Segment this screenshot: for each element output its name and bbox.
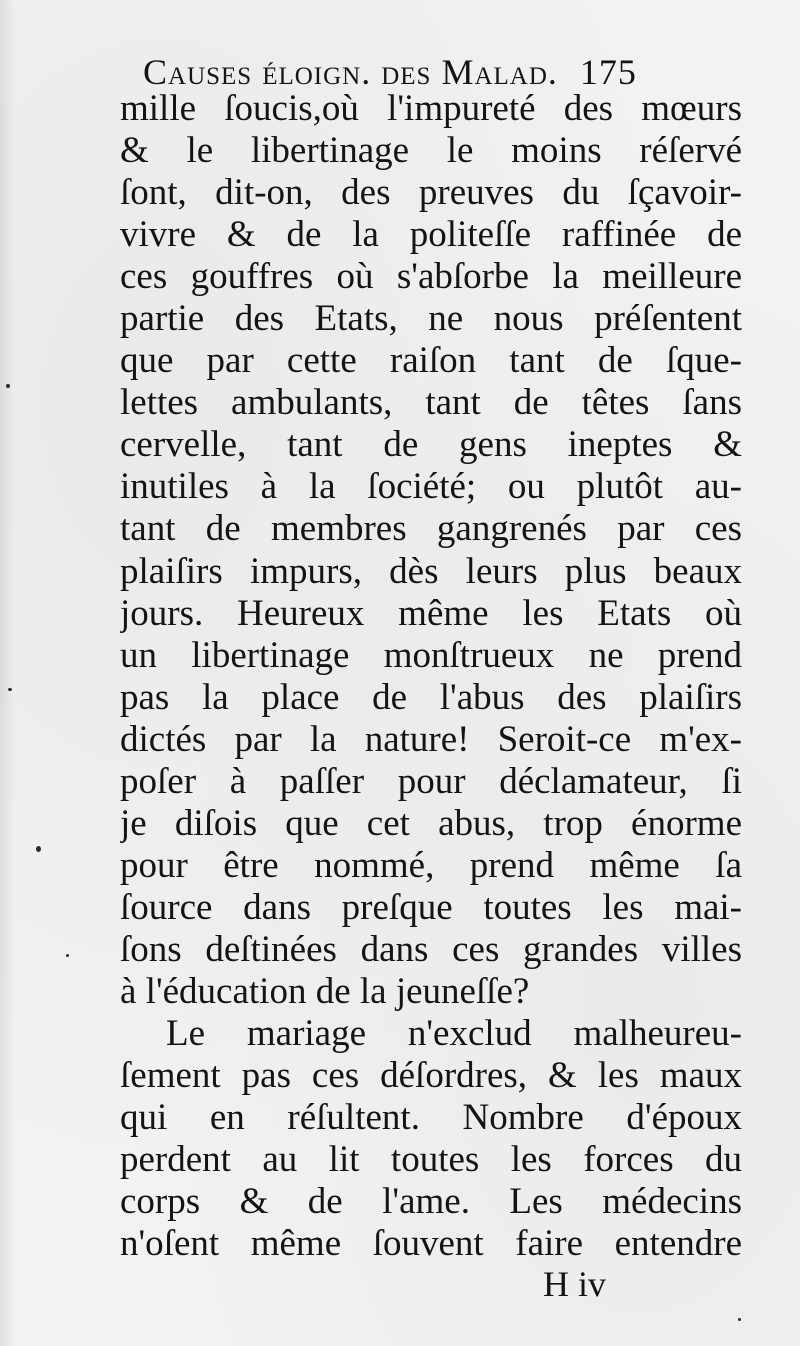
running-title: Causes éloign. des Malad.: [143, 52, 558, 92]
body-text: [120, 88, 742, 1265]
text-line: & le libertinage le moins réſervé: [120, 130, 742, 172]
text-line: ſont, dit-on, des preuves du ſçavoir-: [120, 172, 742, 214]
text-line: ſement pas ces déſordres, & les maux: [120, 1055, 742, 1097]
text-line: Le mariage n'exclud malheureu-: [166, 1013, 742, 1055]
text-line: à l'éducation de la jeuneſſe?: [120, 970, 530, 1012]
text-line: pas la place de l'abus des plaiſirs: [120, 676, 742, 718]
paper-speck: [738, 1318, 741, 1321]
paper-speck: [36, 846, 41, 852]
text-line: lettes ambulants, tant de têtes ſans: [120, 382, 742, 424]
signature-mark: H iv: [543, 1264, 606, 1304]
paper-speck: [8, 688, 12, 691]
text-line: tant de membres gangrenés par ces: [120, 508, 742, 550]
paper-speck: [66, 954, 69, 957]
text-line: corps & de l'ame. Les médecins: [120, 1181, 742, 1223]
text-line: qui en réſultent. Nombre d'époux: [120, 1097, 742, 1139]
text-line: plaiſirs impurs, dès leurs plus beaux: [120, 550, 742, 592]
text-line: poſer à paſſer pour déclamateur, ſi: [120, 760, 742, 802]
text-line: partie des Etats, ne nous préſentent: [120, 298, 742, 340]
text-line: ſource dans preſque toutes les mai-: [120, 886, 742, 928]
text-line: je diſois que cet abus, trop énorme: [120, 802, 742, 844]
text-line: un libertinage monſtrueux ne prend: [120, 634, 742, 676]
text-line: cervelle, tant de gens ineptes &: [120, 424, 742, 466]
paper-speck: [6, 384, 10, 388]
text-line: que par cette raiſon tant de ſque-: [120, 340, 742, 382]
text-line: mille ſoucis,où l'impureté des mœurs: [120, 88, 742, 129]
text-line: perdent au lit toutes les forces du: [120, 1139, 742, 1181]
page-number: 175: [579, 52, 637, 92]
text-line: n'oſent même ſouvent faire entendre: [120, 1223, 742, 1265]
text-line: ſons deſtinées dans ces grandes villes: [120, 928, 742, 970]
text-line: pour être nommé, prend même ſa: [120, 844, 742, 886]
text-line: inutiles à la ſociété; ou plutôt au-: [120, 466, 742, 508]
page-edge-shadow: [0, 0, 14, 1346]
text-line: dictés par la nature! Seroit-ce m'ex-: [120, 718, 742, 760]
text-line: vivre & de la politeſſe raffinée de: [120, 214, 742, 256]
text-line: jours. Heureux même les Etats où: [120, 592, 742, 634]
text-line: ces gouffres où s'abſorbe la meilleure: [120, 256, 742, 298]
